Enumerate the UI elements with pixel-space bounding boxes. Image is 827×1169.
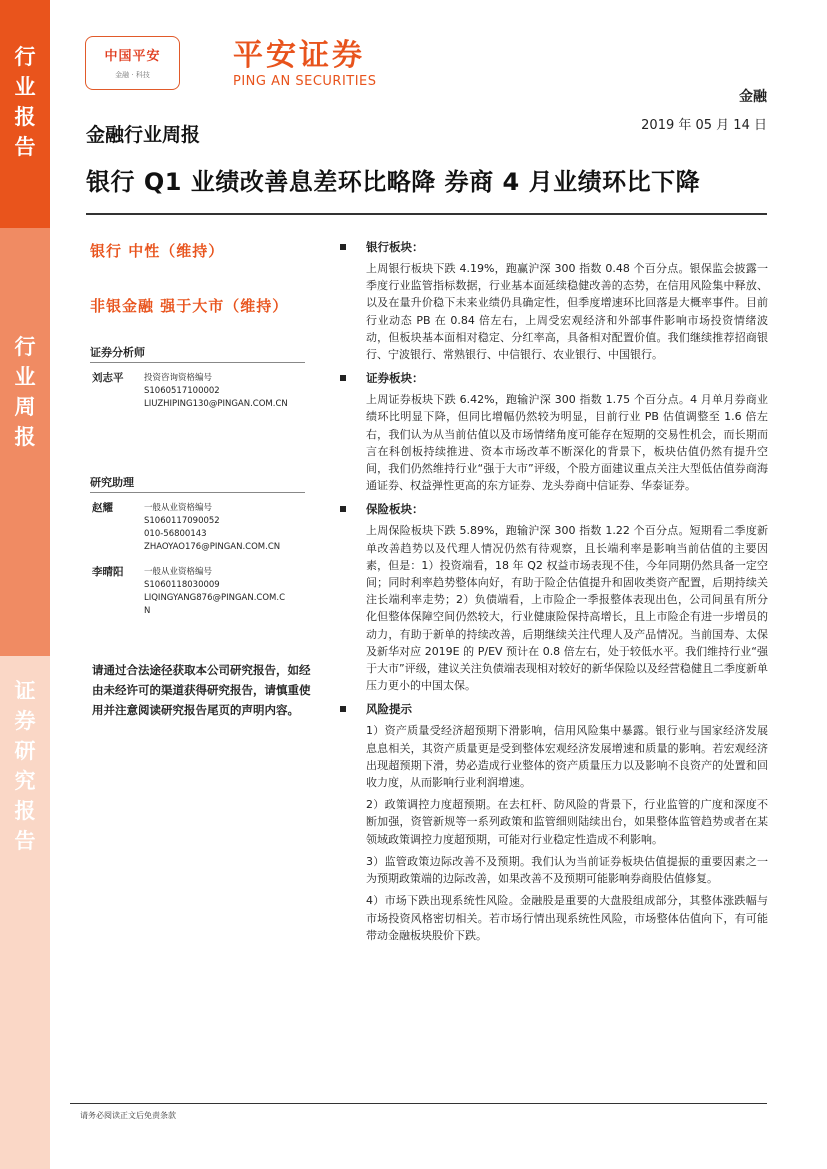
section-title: 证券板块： (366, 371, 424, 386)
section-insurance (340, 500, 768, 694)
analyst-info-line: S1060517100002 (144, 386, 220, 396)
band-char: 究 (14, 769, 36, 793)
band-char: 报 (14, 425, 36, 449)
assistant-name: 赵耀 (92, 502, 113, 514)
disclaimer: 请通过合法途径获取本公司研究报告，如经由未经许可的渠道获得研究报告，请慎重使用并注意阅读研究报告尾页的声明内容。 (92, 663, 311, 717)
brand-cn: 平安证券 (233, 38, 365, 73)
paragraph: 4）市场下跌出现系统性风险。金融股是重要的大盘股组成部分，其整体涨跌幅与市场投资风格密切相关。若市场行情出现系统性风险，市场整体估值向下，有可能带动金融板块股价下跌。 (366, 894, 768, 942)
main-content (340, 238, 768, 950)
section-heading (340, 700, 768, 718)
rating-banks: 银行 中性（维持） (90, 242, 225, 260)
section-title: 银行板块： (366, 240, 424, 254)
analyst-info-line: 投资咨询资格编号 (144, 373, 213, 383)
assistant-info-line: 一般从业资格编号 (144, 503, 213, 513)
band-char: 证 (14, 679, 36, 703)
assistant-info-line: ZHAOYAO176@PINGAN.COM.CN (144, 542, 281, 552)
section-banks (340, 238, 768, 363)
band-char: 行 (14, 45, 36, 69)
band-char: 业 (14, 365, 36, 389)
logo-main-text: 中国平安 (104, 49, 161, 64)
assistant-name: 李晴阳 (92, 566, 124, 578)
paragraph: 3）监管政策边际改善不及预期。我们认为当前证券板块估值提振的重要因素之一为预期政策端的边际改善，如果改善不及预期可能影响券商股估值修复。 (366, 854, 768, 886)
section-risks (340, 700, 768, 943)
assistant-info-line: S1060118030009 (144, 580, 220, 590)
side-band-weekly (0, 228, 50, 656)
assistant-info (144, 566, 285, 618)
section-heading (340, 500, 768, 518)
assistant-info-line: LIQINGYANG876@PINGAN.COM.C (144, 593, 286, 603)
brand (233, 40, 377, 89)
band-char: 研 (14, 739, 36, 763)
band-char: 告 (14, 829, 36, 853)
section-heading (340, 238, 768, 256)
footer-divider (70, 1103, 767, 1104)
logo-sub-text: 金融 · 科技 (115, 71, 150, 79)
analysts-divider (90, 362, 305, 363)
report-date: 2019 年 05 月 14 日 (641, 118, 767, 133)
assistant-info-line: N (144, 606, 151, 616)
header-divider (86, 213, 767, 215)
assistant-info-line: 一般从业资格编号 (144, 567, 213, 577)
band-char: 报 (14, 799, 36, 823)
band-char: 周 (14, 395, 36, 419)
section-title: 风险提示 (366, 702, 412, 717)
footer-note: 请务必阅读正文后免责条款 (80, 1111, 176, 1120)
assistant-info-line: S1060117090052 (144, 516, 220, 526)
section-title: 保险板块： (366, 502, 424, 517)
analyst-info-line: LIUZHIPING130@PINGAN.COM.CN (144, 399, 288, 409)
brand-en: PING AN SECURITIES (233, 74, 377, 89)
page-title: 银行 Q1 业绩改善息差环比略降 券商 4 月业绩环比下降 (86, 168, 701, 196)
band-char: 告 (14, 135, 36, 159)
paragraph: 上周银行板块下跌 4.19%，跑赢沪深 300 指数 0.48 个百分点。银保监会披露一季度行业监管指标数据，行业基本面延续稳健改善的态势，在信用风险集中释放、以及在量升价稳下未来业绩仍具确定性，但季度增速环比回落是大概率事件。目前行业动态 PB 在 0.84 倍左右，上周受宏观经济和外部事件影响市场投资情绪波动，但板块基本面相对稳定、分红率高，具备相对配置价值。我们继续推荐招商银行、宁波银行、常熟银行、中信银行、农业银行、中国银行。 (366, 262, 768, 362)
band-char: 行 (14, 335, 36, 359)
paragraph: 1）资产质量受经济超预期下滑影响，信用风险集中暴露。银行业与国家经济发展息息相关，其资产质量更是受到整体宏观经济发展增速和质量的影响。若宏观经济出现超预期下滑，势必造成行业整体的资产质量压力以及影响不良资产的处置和回收力度，从而影响行业利润增速。 (366, 724, 768, 790)
assistants-divider (90, 492, 305, 493)
paragraph: 上周保险板块下跌 5.89%，跑输沪深 300 指数 1.22 个百分点。短期看二季度新单改善趋势以及代理人情况仍然有待观察，且长端利率是影响当前估值的主要因素，但是：1）投资端看，18 年 Q2 权益市场表现不佳，今年同期仍然具备一定空间；同时利率趋势整体向好，有助于险企估值提升和固收类资产配置，后期持续关注长端利率走势；2）负债端看，上市险企一季报整体表现出色，公司间虽有所分化但整体保障空间仍然较大，行业健康险保持高增长，且上市险企有进一步增员的动力，有助于新单的持续改善，后期继续关注代理人及产品情况。当前国寿、太保及新华对应 2019E 的 P/EV 预计在 0.8 倍左右，处于较低水平。我们维持行业“强于大市”评级，建议关注负债端表现相对较好的新华保险以及经营稳健且二季度新单压力更小的中国太保。 (366, 524, 768, 693)
analyst-name: 刘志平 (92, 372, 124, 384)
rating-nonbank: 非银金融 强于大市（维持） (90, 297, 289, 315)
square-bullet-icon (340, 706, 346, 712)
side-band-research (0, 656, 50, 1169)
pingan-logo (85, 36, 180, 90)
section-heading (340, 369, 768, 387)
band-char: 业 (14, 75, 36, 99)
square-bullet-icon (340, 375, 346, 381)
paragraph: 2）政策调控力度超预期。在去杠杆、防风险的背景下，行业监管的广度和深度不断加强，资管新规等一系列政策和监管细则陆续出台，如果整体监管趋势或者在某领域政策调控力度超预期，可能对行业稳定性造成不利影响。 (366, 798, 768, 846)
assistants-title: 研究助理 (90, 476, 134, 489)
paragraph: 上周证券板块下跌 6.42%，跑输沪深 300 指数 1.75 个百分点。4 月单月券商业绩环比明显下降，但同比增幅仍然较为明显，目前行业 PB 估值调整至 1.6 倍左右，我们认为从当前估值以及市场情绪角度可能存在短期的交易性机会，而长期而言在科创板持续推进、资本市场改革不断深化的背景下，板块估值仍然有提升空间，我们仍然维持行业“强于大市”评级，个股方面建议重点关注大型低估值券商海通证券、权益弹性更高的东方证券、龙头券商中信证券、华泰证券。 (366, 393, 768, 493)
square-bullet-icon (340, 506, 346, 512)
analyst-info (144, 372, 288, 411)
band-char: 报 (14, 105, 36, 129)
sector-label: 金融 (739, 89, 767, 105)
analysts-title: 证券分析师 (90, 346, 145, 359)
report-type: 金融行业周报 (86, 124, 201, 146)
side-band-report-type (0, 0, 50, 228)
section-securities (340, 369, 768, 494)
band-char: 券 (14, 709, 36, 733)
square-bullet-icon (340, 244, 346, 250)
assistant-info (144, 502, 280, 554)
assistant-info-line: 010-56800143 (144, 529, 207, 539)
